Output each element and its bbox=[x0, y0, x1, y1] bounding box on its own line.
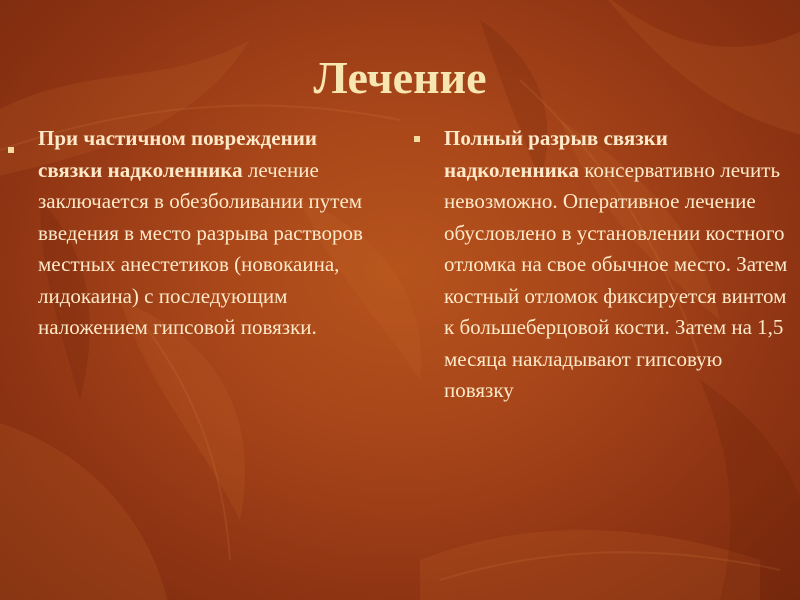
slide-title: Лечение bbox=[313, 52, 487, 103]
right-body-text: консервативно лечить невозможно. Оперативное лечение обусловлено в установлении костного отломка на свое обычное место. Затем костный отломок фиксируется винтом к большеберцовой кости. Затем на 1,5 месяца накладывают гипсовую повязку bbox=[444, 157, 788, 402]
bullet-icon bbox=[414, 136, 420, 142]
left-bold-lead: При частичном повреждении связки надколенника bbox=[38, 126, 317, 182]
left-column-text bbox=[38, 123, 383, 344]
bullet-icon bbox=[8, 147, 14, 153]
right-column-text bbox=[444, 123, 796, 407]
right-bold-lead: Полный разрыв связки надколенника bbox=[444, 126, 668, 182]
left-body-text: лечение заключается в обезболивании путем введения в место разрыва растворов местных анестетиков (новокаина, лидокаина) с последующим наложением гипсовой повязки. bbox=[38, 157, 363, 339]
